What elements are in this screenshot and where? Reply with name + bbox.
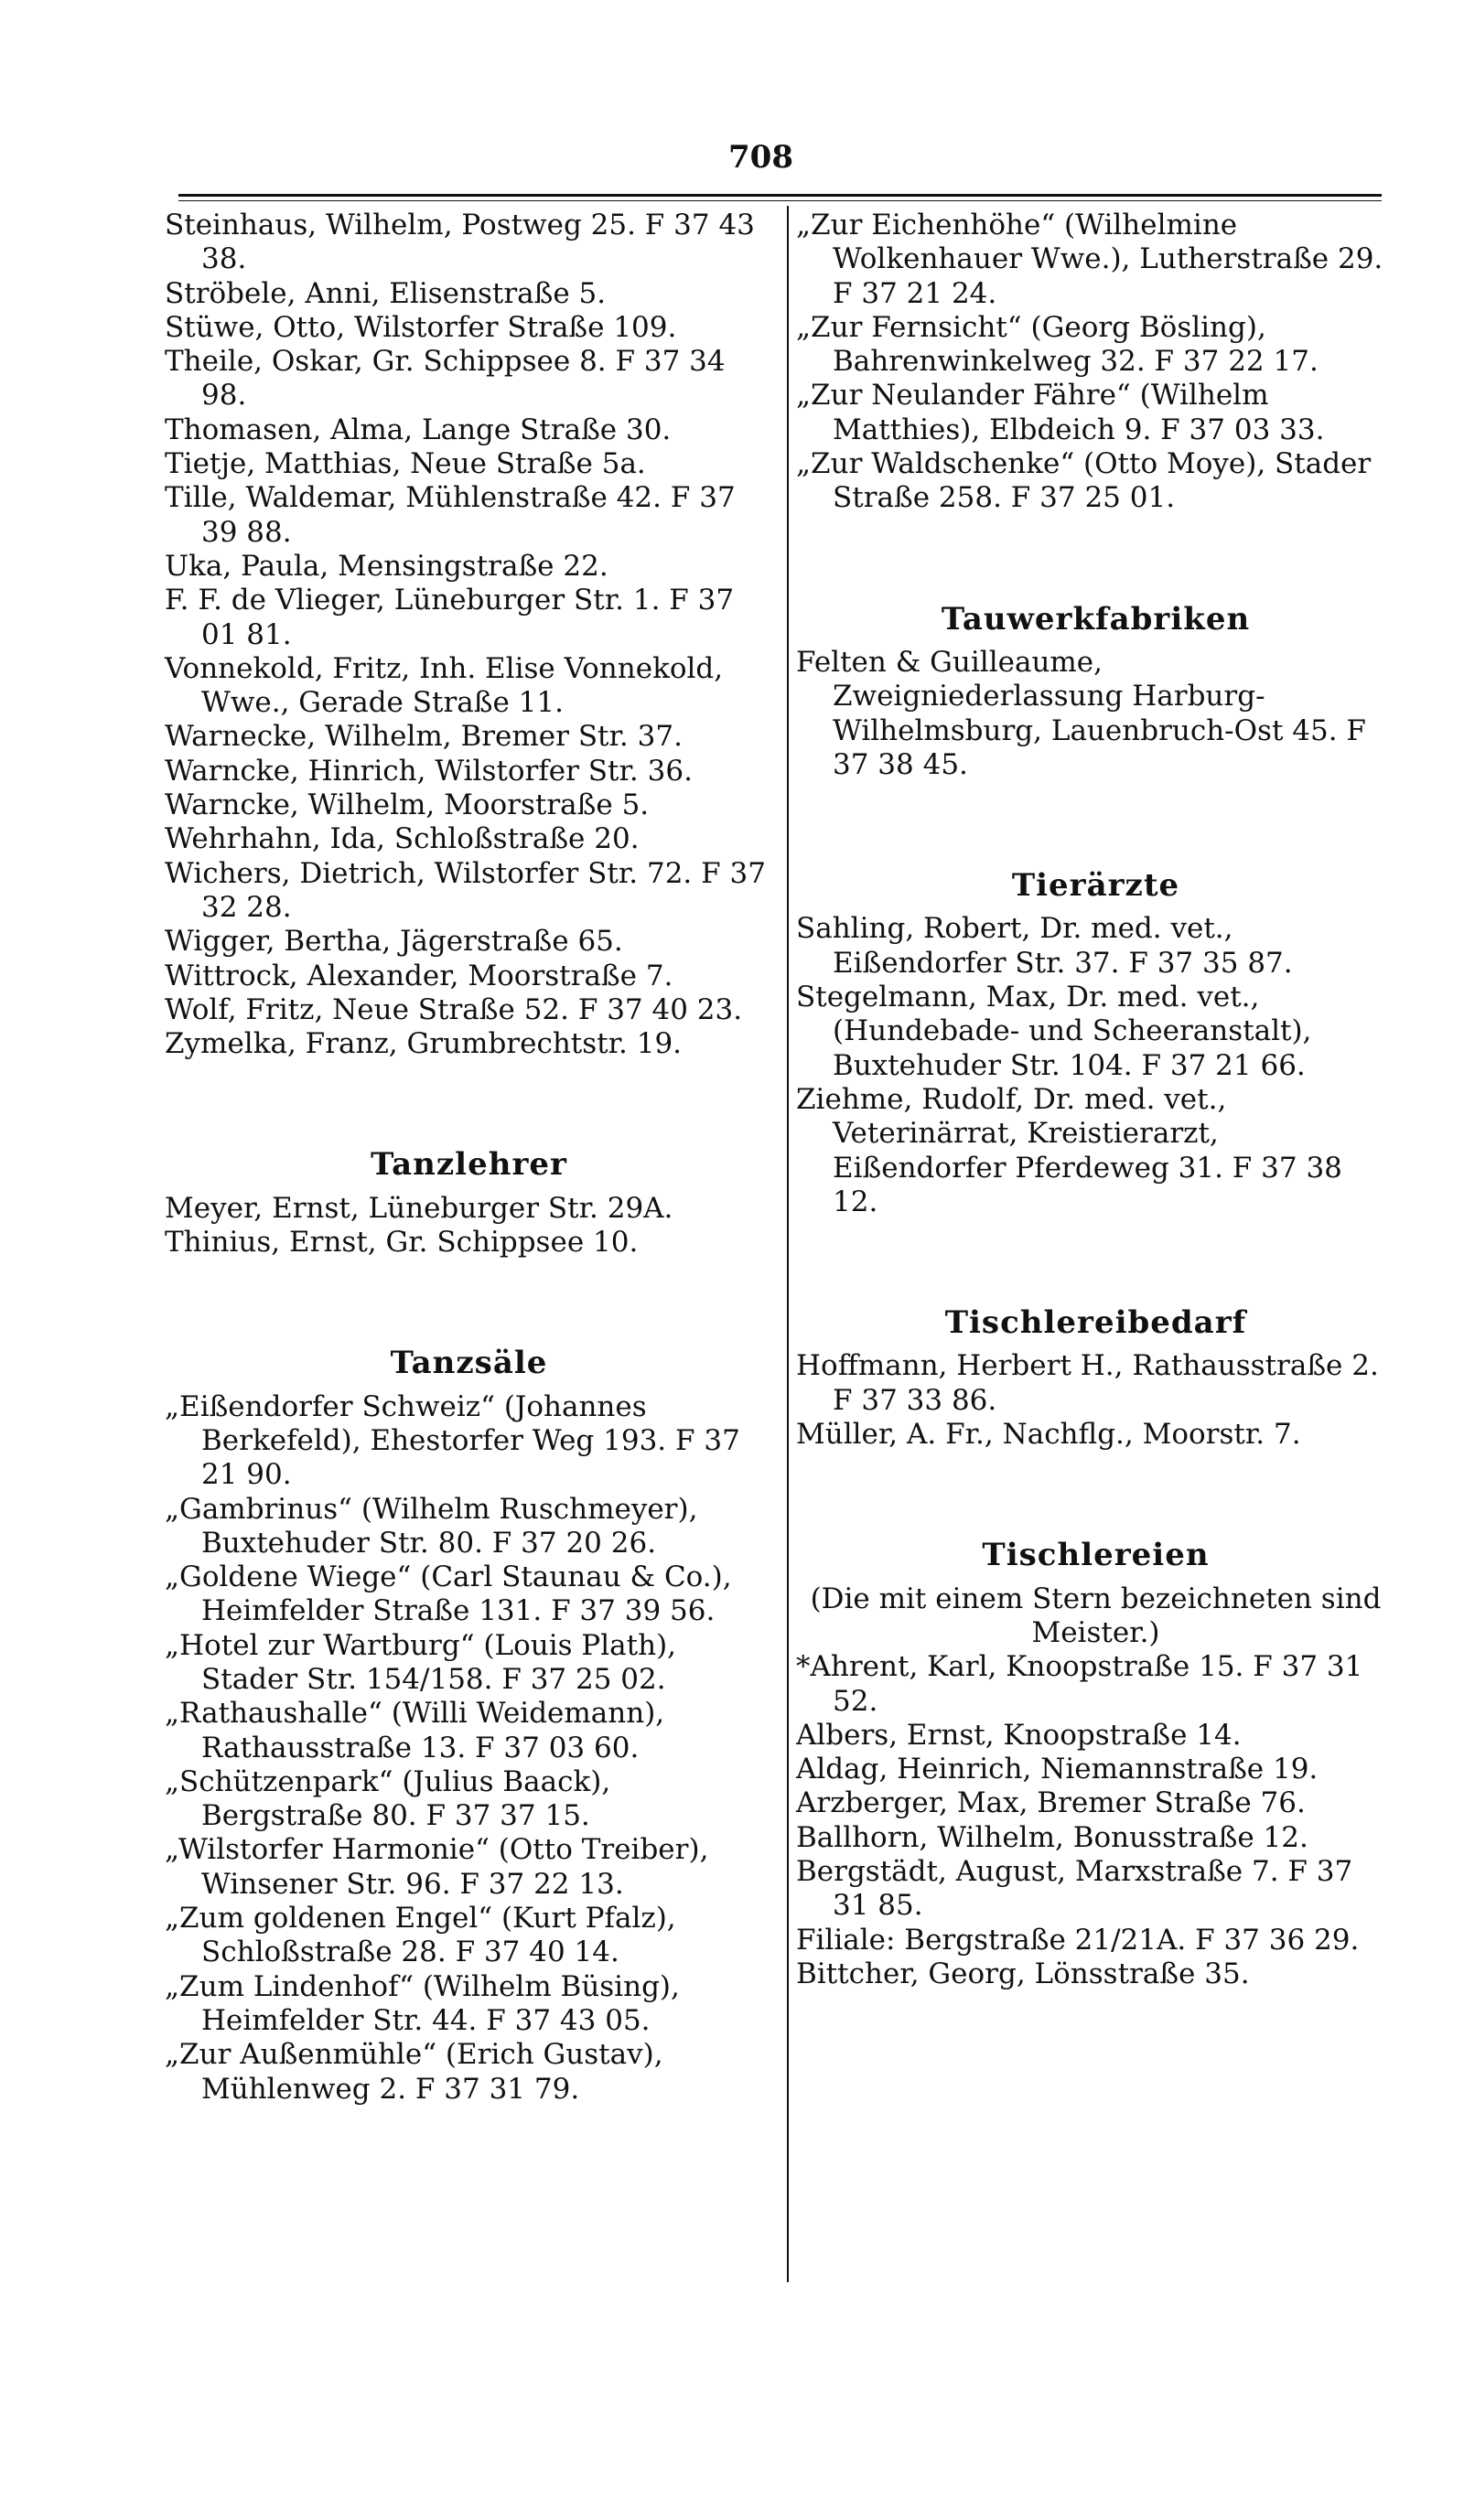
- directory-entry: Albers, Ernst, Knoopstraße 14.: [796, 1718, 1242, 1752]
- directory-entry: F. F. de Vlieger, Lüneburger Str. 1. F 37 01 81.: [165, 584, 735, 651]
- directory-entry: „Zur Außenmühle“ (Erich Gustav), Mühlenweg 2. F 37 31 79.: [165, 2038, 663, 2106]
- column-divider: [787, 206, 789, 2282]
- section-heading-tauwerk: Tauwerkfabriken: [941, 600, 1251, 638]
- directory-entry: Tille, Waldemar, Mühlenstraße 42. F 37 39 88.: [165, 481, 736, 549]
- directory-entry: „Eißendorfer Schweiz“ (Johannes Berkefeld), Ehestorfer Weg 193. F 37 21 90.: [165, 1389, 740, 1492]
- directory-entry: Ziehme, Rudolf, Dr. med. vet., Veterinärrat, Kreistierarzt, Eißendorfer Pferdeweg 31. F 37 38 12.: [796, 1082, 1342, 1218]
- directory-entry: Tietje, Matthias, Neue Straße 5a.: [165, 447, 646, 481]
- directory-entry: „Wilstorfer Harmonie“ (Otto Treiber), Winsener Str. 96. F 37 22 13.: [165, 1833, 709, 1901]
- directory-entry: Thomasen, Alma, Lange Straße 30.: [165, 413, 672, 446]
- directory-entry: Hoffmann, Herbert H., Rathausstraße 2. F 37 33 86.: [796, 1349, 1379, 1417]
- directory-entry: Ballhorn, Wilhelm, Bonusstraße 12.: [796, 1820, 1308, 1854]
- directory-entry: Aldag, Heinrich, Niemannstraße 19.: [796, 1753, 1319, 1786]
- section-heading-tischlereien: Tischlereien: [982, 1537, 1210, 1574]
- tauwerk-list: [796, 646, 1395, 782]
- directory-entry: „Gambrinus“ (Wilhelm Ruschmeyer), Buxtehuder Str. 80. F 37 20 26.: [165, 1492, 698, 1560]
- tischlereibedarf-list: [796, 1349, 1395, 1452]
- directory-entry: Wigger, Bertha, Jägerstraße 65.: [165, 925, 623, 959]
- directory-entry: Zymelka, Franz, Grumbrechtstr. 19.: [165, 1027, 683, 1061]
- directory-entry: Müller, A. Fr., Nachflg., Moorstr. 7.: [796, 1418, 1301, 1452]
- directory-entry: Filiale: Bergstraße 21/21A. F 37 36 29.: [796, 1923, 1360, 1957]
- right-column: [796, 209, 1395, 1991]
- directory-entry: Meyer, Ernst, Lüneburger Str. 29A.: [165, 1191, 673, 1225]
- directory-entry: Warncke, Hinrich, Wilstorfer Str. 36.: [165, 754, 693, 788]
- directory-entry: „Zum goldenen Engel“ (Kurt Pfalz), Schloßstraße 28. F 37 40 14.: [165, 1902, 676, 1969]
- page-number: 708: [728, 139, 793, 176]
- section-heading-tanzlehrer: Tanzlehrer: [371, 1146, 567, 1184]
- directory-entry: Felten & Guilleaume, Zweigniederlassung Harburg-Wilhelmsburg, Lauenbruch-Ost 45. F 37 38 45.: [796, 645, 1366, 781]
- directory-entry: Wolf, Fritz, Neue Straße 52. F 37 40 23.: [165, 992, 743, 1026]
- directory-entry: *Ahrent, Karl, Knoopstraße 15. F 37 31 52.: [796, 1650, 1363, 1718]
- tischlereien-note: (Die mit einem Stern bezeichneten sind Meister.): [810, 1582, 1382, 1649]
- directory-entry: Ströbele, Anni, Elisenstraße 5.: [165, 276, 607, 310]
- directory-entry: Uka, Paula, Mensingstraße 22.: [165, 549, 608, 583]
- directory-entry: Wichers, Dietrich, Wilstorfer Str. 72. F 37 32 28.: [165, 856, 766, 924]
- directory-entry: Vonnekold, Fritz, Inh. Elise Vonnekold, Wwe., Gerade Straße 11.: [165, 651, 724, 720]
- directory-entry: Steinhaus, Wilhelm, Postweg 25. F 37 43 38.: [165, 209, 755, 276]
- directory-entry: „Zur Fernsicht“ (Georg Bösling), Bahrenwinkelweg 32. F 37 22 17.: [796, 310, 1319, 379]
- left-column: [165, 209, 773, 2107]
- tischlereien-list: [796, 1650, 1395, 1991]
- directory-entry: Wehrhahn, Ida, Schloßstraße 20.: [165, 822, 640, 856]
- tieraerzte-list: [796, 912, 1395, 1219]
- directory-entry: Theile, Oskar, Gr. Schippsee 8. F 37 34 98.: [165, 345, 726, 413]
- directory-entry: Bittcher, Georg, Lönsstraße 35.: [796, 1957, 1250, 1990]
- directory-entry: Sahling, Robert, Dr. med. vet., Eißendorfer Str. 37. F 37 35 87.: [796, 912, 1293, 980]
- directory-entry: Stüwe, Otto, Wilstorfer Straße 109.: [165, 310, 677, 344]
- directory-entry: Warncke, Wilhelm, Moorstraße 5.: [165, 788, 650, 822]
- tanzsaele-list: [165, 1390, 773, 2107]
- directory-entry: „Zur Neulander Fähre“ (Wilhelm Matthies), Elbdeich 9. F 37 03 33.: [796, 379, 1325, 446]
- directory-entry: „Zum Lindenhof“ (Wilhelm Büsing), Heimfelder Str. 44. F 37 43 05.: [165, 1969, 680, 2037]
- directory-entry: Bergstädt, August, Marxstraße 7. F 37 31 85.: [796, 1854, 1353, 1923]
- directory-entry: „Zur Waldschenke“ (Otto Moye), Stader Straße 258. F 37 25 01.: [796, 447, 1372, 515]
- directory-entry: Wittrock, Alexander, Moorstraße 7.: [165, 959, 673, 992]
- directory-entry: Thinius, Ernst, Gr. Schippsee 10.: [165, 1226, 639, 1260]
- section-heading-tieraerzte: Tierärzte: [1011, 867, 1180, 905]
- directory-entry: Arzberger, Max, Bremer Straße 76.: [796, 1786, 1306, 1820]
- right-entries: [796, 209, 1395, 516]
- section-heading-tischlereibedarf: Tischlereibedarf: [944, 1304, 1247, 1342]
- directory-entry: „Rathaushalle“ (Willi Weidemann), Rathausstraße 13. F 37 03 60.: [165, 1697, 665, 1764]
- header-rule: [178, 194, 1382, 197]
- directory-entry: „Zur Eichenhöhe“ (Wilhelmine Wolkenhauer Wwe.), Lutherstraße 29. F 37 21 24.: [796, 209, 1383, 310]
- header-rule-thin: [178, 200, 1382, 201]
- directory-entry: Stegelmann, Max, Dr. med. vet., (Hundebade- und Scheeranstalt), Buxtehuder Str. 104. F 37 21 66.: [796, 981, 1312, 1082]
- directory-entry: Warnecke, Wilhelm, Bremer Str. 37.: [165, 720, 683, 754]
- directory-entry: „Goldene Wiege“ (Carl Staunau & Co.), Heimfelder Straße 131. F 37 39 56.: [165, 1560, 732, 1628]
- directory-entry: „Schützenpark“ (Julius Baack), Bergstraße 80. F 37 37 15.: [165, 1764, 611, 1833]
- tanzlehrer-list: [165, 1192, 773, 1260]
- directory-entry: „Hotel zur Wartburg“ (Louis Plath), Stader Str. 154/158. F 37 25 02.: [165, 1628, 677, 1696]
- section-heading-tanzsaele: Tanzsäle: [390, 1345, 548, 1382]
- left-entries: [165, 209, 773, 1061]
